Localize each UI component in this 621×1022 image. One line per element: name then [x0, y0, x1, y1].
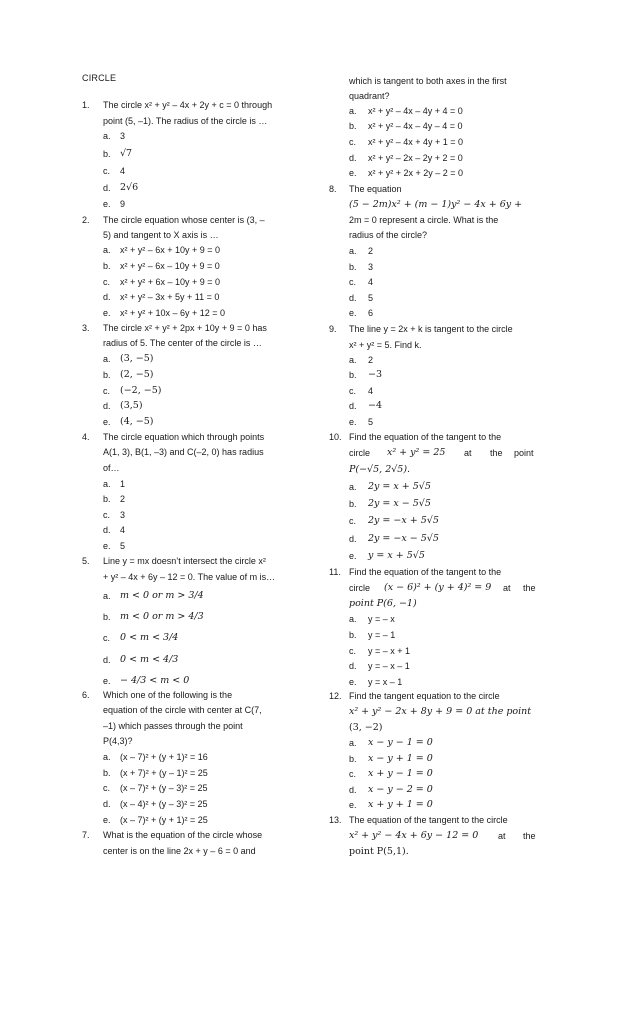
option-text: x² + y² + 2x + 2y – 2 = 0: [368, 168, 464, 178]
option-text: (x – 7)² + (y – 3)² = 25: [120, 783, 208, 793]
option-letter: d.: [103, 799, 111, 809]
option-text: 1: [120, 479, 126, 489]
option-text: y = – x + 1: [368, 646, 411, 656]
option-letter: b.: [103, 261, 111, 271]
option-letter: c.: [103, 277, 111, 287]
question-text: What is the equation of the circle whose: [103, 830, 263, 840]
option-letter: a.: [349, 614, 357, 624]
option-letter: b.: [349, 499, 357, 509]
option-text: 0 < m < 4/3: [120, 654, 179, 665]
option-letter: d.: [103, 292, 111, 302]
question-text: Find the equation of the tangent to the: [349, 432, 502, 442]
option-text: y = x + 5√5: [368, 550, 425, 561]
option-text: 2y = x − 5√5: [368, 498, 431, 509]
option-text: 4: [368, 386, 374, 396]
question-text: of…: [103, 463, 120, 473]
option-letter: e.: [349, 417, 357, 427]
option-letter: d.: [349, 661, 357, 671]
option-text: x − y − 2 = 0: [368, 784, 433, 795]
option-letter: e.: [103, 815, 111, 825]
option-letter: a.: [103, 131, 111, 141]
option-text: 3: [120, 131, 126, 141]
question-text: A(1, 3), B(1, –3) and C(–2, 0) has radius: [103, 447, 264, 457]
option-letter: c.: [349, 386, 357, 396]
question-number: 7.: [82, 830, 90, 840]
option-text: x² + y² – 6x + 10y + 9 = 0: [120, 245, 221, 255]
question-text: circle: [349, 583, 371, 593]
option-text: x + y + 1 = 0: [368, 799, 433, 810]
question-text: x² + y² = 5. Find k.: [349, 340, 422, 350]
question-number: 9.: [329, 324, 337, 334]
option-letter: b.: [103, 768, 111, 778]
option-letter: c.: [103, 633, 111, 643]
option-letter: c.: [349, 646, 357, 656]
option-letter: b.: [349, 262, 357, 272]
question-number: 13.: [329, 815, 342, 825]
option-text: x + y − 1 = 0: [368, 768, 433, 779]
option-text: y = – x: [368, 614, 395, 624]
option-text: 9: [120, 199, 126, 209]
question-text: Which one of the following is the: [103, 690, 233, 700]
question-text: Find the equation of the tangent to the: [349, 567, 502, 577]
question-text: The line y = 2x + k is tangent to the circle: [349, 324, 513, 334]
option-letter: d.: [349, 401, 357, 411]
question-math: point P(6, −1): [349, 598, 417, 609]
option-letter: d.: [103, 655, 111, 665]
option-text: x − y + 1 = 0: [368, 753, 433, 764]
option-text: x² + y² – 4x + 4y + 1 = 0: [368, 137, 464, 147]
option-text: m < 0 or m > 3/4: [120, 590, 204, 601]
question-number: 4.: [82, 432, 90, 442]
option-letter: e.: [349, 677, 357, 687]
option-letter: e.: [103, 417, 111, 427]
question-number: 6.: [82, 690, 90, 700]
option-letter: b.: [103, 149, 111, 159]
question-number: 12.: [329, 691, 342, 701]
option-text: x² + y² – 3x + 5y + 11 = 0: [120, 292, 220, 302]
option-text: (3, −5): [120, 353, 154, 364]
option-text: m < 0 or m > 4/3: [120, 611, 204, 622]
question-text: the: [523, 831, 536, 841]
option-letter: e.: [349, 308, 357, 318]
question-text: at: [464, 448, 472, 458]
option-text: y = – 1: [368, 630, 396, 640]
option-text: (4, −5): [120, 416, 154, 427]
option-text: 4: [120, 166, 126, 176]
option-text: x² + y² + 6x – 10y + 9 = 0: [120, 277, 221, 287]
question-text: point: [514, 448, 534, 458]
question-text: The circle x² + y² + 2px + 10y + 9 = 0 has: [103, 323, 267, 333]
question-math: (x − 6)² + (y + 4)² = 9: [384, 582, 492, 593]
option-text: 3: [368, 262, 374, 272]
question-number: 10.: [329, 432, 342, 442]
question-text: radius of 5. The center of the circle is …: [103, 338, 262, 348]
option-letter: d.: [349, 534, 357, 544]
option-letter: b.: [103, 370, 111, 380]
option-letter: c.: [349, 516, 357, 526]
question-text: 2m = 0 represent a circle. What is the: [349, 215, 499, 225]
option-text: 4: [120, 525, 126, 535]
option-text: (3,5): [120, 400, 143, 411]
option-letter: c.: [103, 166, 111, 176]
question-text: at: [498, 831, 506, 841]
option-text: 5: [368, 293, 374, 303]
question-number: 5.: [82, 556, 90, 566]
option-text: x² + y² – 2x – 2y + 2 = 0: [368, 153, 463, 163]
question-text: the: [523, 583, 536, 593]
option-text: x² + y² + 10x – 6y + 12 = 0: [120, 308, 226, 318]
option-letter: d.: [349, 293, 357, 303]
option-letter: b.: [349, 630, 357, 640]
question-text: quadrant?: [349, 91, 390, 101]
option-text: x² + y² – 6x – 10y + 9 = 0: [120, 261, 220, 271]
question-math: P(−√5, 2√5).: [349, 464, 411, 475]
option-text: 2y = x + 5√5: [368, 481, 431, 492]
option-text: (x – 4)² + (y – 3)² = 25: [120, 799, 208, 809]
option-letter: e.: [103, 308, 111, 318]
option-letter: a.: [103, 591, 111, 601]
question-text: Find the tangent equation to the circle: [349, 691, 500, 701]
option-letter: e.: [103, 676, 111, 686]
option-text: 2y = −x + 5√5: [368, 515, 439, 526]
question-text: (5 − 2m)x² + (m − 1)y² − 4x + 6y +: [349, 199, 523, 210]
option-letter: a.: [103, 245, 111, 255]
question-text: 5) and tangent to X axis is …: [103, 230, 219, 240]
question-math: x² + y² = 25: [387, 447, 446, 458]
option-letter: e.: [349, 551, 357, 561]
option-letter: c.: [103, 783, 111, 793]
option-letter: a.: [349, 106, 357, 116]
question-text: The equation: [349, 184, 402, 194]
option-letter: d.: [349, 785, 357, 795]
option-letter: d.: [103, 401, 111, 411]
option-text: y = x – 1: [368, 677, 403, 687]
option-text: 5: [120, 541, 126, 551]
option-letter: b.: [349, 370, 357, 380]
question-text: circle: [349, 448, 371, 458]
option-text: 0 < m < 3/4: [120, 632, 179, 643]
question-text: at: [503, 583, 511, 593]
question-number: 11.: [329, 567, 341, 577]
question-math: x² + y² − 2x + 8y + 9 = 0 at the point: [349, 706, 532, 717]
option-letter: a.: [103, 752, 111, 762]
option-text: −3: [368, 369, 383, 380]
option-text: (2, −5): [120, 369, 154, 380]
question-text: The circle x² + y² – 4x + 2y + c = 0 through: [103, 100, 273, 110]
option-text: √7: [120, 148, 133, 159]
option-text: 5: [368, 417, 374, 427]
option-text: 2y = −x − 5√5: [368, 533, 439, 544]
option-letter: e.: [349, 800, 357, 810]
option-text: x − y − 1 = 0: [368, 737, 433, 748]
question-text: –1) which passes through the point: [103, 721, 243, 731]
question-number: 3.: [82, 323, 90, 333]
option-letter: b.: [349, 121, 357, 131]
option-text: 2: [368, 246, 374, 256]
option-text: 2: [120, 494, 126, 504]
question-text: center is on the line 2x + y – 6 = 0 and: [103, 846, 256, 856]
option-text: x² + y² – 4x – 4y + 4 = 0: [368, 106, 463, 116]
option-text: (x + 7)² + (y – 1)² = 25: [120, 768, 208, 778]
question-number: 8.: [329, 184, 337, 194]
option-letter: b.: [349, 754, 357, 764]
page-title: CIRCLE: [82, 73, 117, 83]
question-text: equation of the circle with center at C(7,: [103, 705, 262, 715]
option-letter: c.: [103, 510, 111, 520]
option-letter: e.: [103, 541, 111, 551]
question-text: radius of the circle?: [349, 230, 428, 240]
option-letter: d.: [103, 525, 111, 535]
option-text: x² + y² – 4x – 4y – 4 = 0: [368, 121, 463, 131]
option-letter: a.: [103, 354, 111, 364]
option-letter: a.: [349, 355, 357, 365]
option-text: (x – 7)² + (y + 1)² = 25: [120, 815, 208, 825]
option-text: 6: [368, 308, 374, 318]
question-text: + y² – 4x + 6y – 12 = 0. The value of m is…: [103, 572, 276, 582]
option-letter: a.: [349, 246, 357, 256]
question-text: Line y = mx doesn’t intersect the circle x²: [103, 556, 266, 566]
option-letter: e.: [103, 199, 111, 209]
question-math: (3, −2): [349, 722, 383, 733]
option-text: −4: [368, 400, 383, 411]
option-letter: e.: [349, 168, 357, 178]
option-letter: c.: [103, 386, 111, 396]
option-text: (x – 7)² + (y + 1)² = 16: [120, 752, 208, 762]
option-letter: b.: [103, 612, 111, 622]
question-text: The circle equation which through points: [103, 432, 265, 442]
option-letter: a.: [349, 738, 357, 748]
question-number: 1.: [82, 100, 90, 110]
question-math: point P(5,1).: [349, 846, 409, 857]
option-letter: c.: [349, 277, 357, 287]
option-letter: d.: [349, 153, 357, 163]
option-letter: c.: [349, 769, 357, 779]
option-text: 2: [368, 355, 374, 365]
option-text: 4: [368, 277, 374, 287]
option-letter: a.: [349, 482, 357, 492]
question-text: The circle equation whose center is (3, –: [103, 215, 265, 225]
question-number: 2.: [82, 215, 90, 225]
question-text: P(4,3)?: [103, 736, 133, 746]
question-math: x² + y² − 4x + 6y − 12 = 0: [349, 830, 479, 841]
option-text: 2√6: [120, 182, 139, 193]
question-text: The equation of the tangent to the circle: [349, 815, 508, 825]
question-text: the: [490, 448, 503, 458]
option-text: y = – x – 1: [368, 661, 410, 671]
option-text: − 4/3 < m < 0: [120, 675, 190, 686]
option-text: 3: [120, 510, 126, 520]
option-letter: d.: [103, 183, 111, 193]
option-text: (−2, −5): [120, 385, 162, 396]
option-letter: c.: [349, 137, 357, 147]
question-text: point (5, –1). The radius of the circle is …: [103, 116, 268, 126]
question-text: which is tangent to both axes in the first: [349, 76, 507, 86]
option-letter: b.: [103, 494, 111, 504]
option-letter: a.: [103, 479, 111, 489]
